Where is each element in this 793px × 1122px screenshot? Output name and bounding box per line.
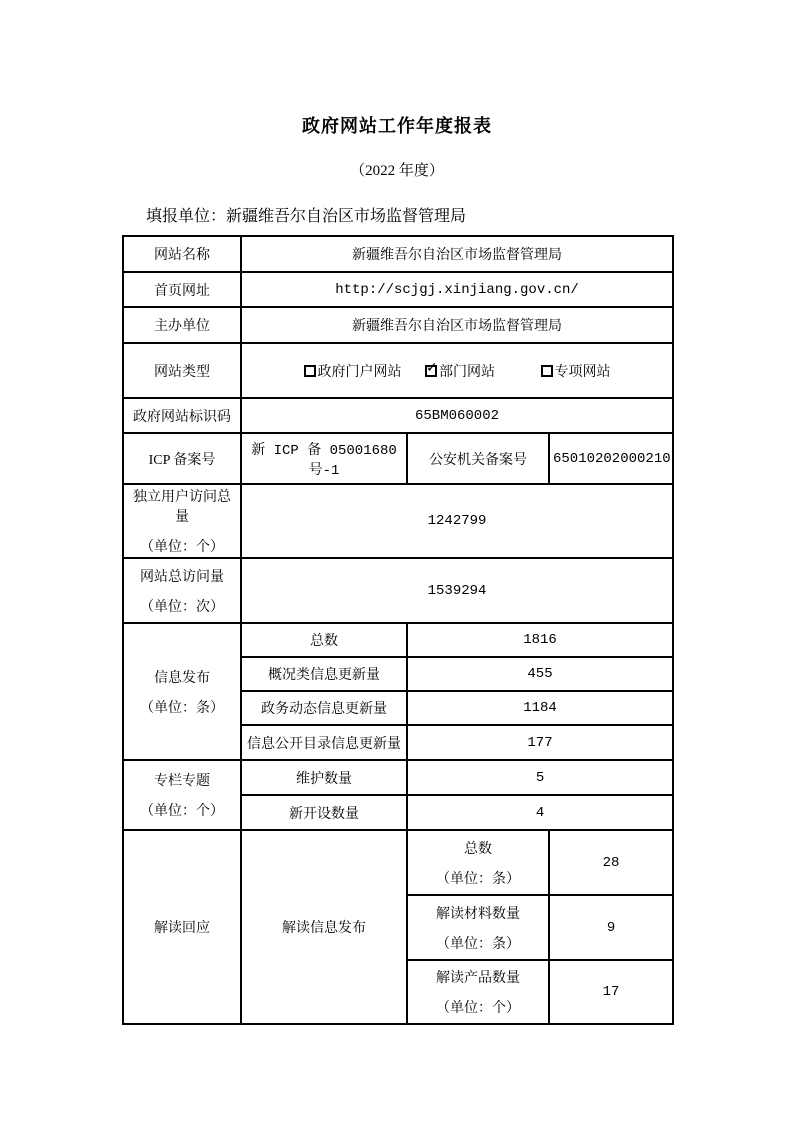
interpretation-row-value: 9	[549, 895, 673, 960]
special-columns-label-text: 专栏专题	[154, 774, 210, 789]
report-table	[122, 235, 674, 1025]
unique-visitors-label-text: 独立用户访问总量	[133, 490, 231, 525]
site-type-label: 网站类型	[123, 343, 241, 398]
sponsor-label: 主办单位	[123, 307, 241, 343]
info-publish-row-label: 总数	[241, 623, 407, 657]
checkbox-government-portal-icon[interactable]	[304, 365, 316, 377]
site-name-label: 网站名称	[123, 236, 241, 272]
option-department-site	[425, 361, 495, 381]
site-name-value: 新疆维吾尔自治区市场监督管理局	[241, 236, 673, 272]
interpretation-row-label-text: 解读材料数量	[436, 906, 520, 922]
special-columns-label	[123, 760, 241, 830]
special-columns-unit: （单位：个）	[140, 804, 224, 819]
interpretation-row-value: 17	[549, 960, 673, 1024]
icp-label: ICP 备案号	[123, 433, 241, 484]
interpretation-row-label-text: 解读产品数量	[436, 971, 520, 986]
row-home-url	[123, 272, 673, 307]
home-url-value: http://scjgj.xinjiang.gov.cn/	[241, 272, 673, 307]
document-title: 政府网站工作年度报表	[302, 116, 492, 136]
info-publish-row-value: 455	[407, 657, 673, 691]
option-special-site-label: 专项网站	[554, 364, 611, 380]
unique-visitors-value: 1242799	[241, 484, 673, 558]
option-government-portal-label: 政府门户网站	[317, 364, 402, 380]
total-visits-label	[123, 558, 241, 623]
special-columns-row-value: 5	[407, 760, 673, 795]
unique-visitors-label	[123, 484, 241, 558]
option-government-portal	[304, 361, 402, 381]
document-subtitle: （2022 年度）	[350, 163, 444, 179]
police-record-value: 65010202000210	[549, 433, 673, 484]
row-info-publish-total	[123, 623, 673, 657]
special-columns-row-label: 维护数量	[241, 760, 407, 795]
row-site-name	[123, 236, 673, 272]
reporting-unit-label: 填报单位：	[146, 208, 227, 225]
interpretation-row-unit: （单位：个）	[436, 1001, 520, 1016]
special-columns-row-label: 新开设数量	[241, 795, 407, 830]
info-publish-label-text: 信息发布	[154, 670, 210, 686]
row-icp	[123, 433, 673, 484]
reporting-unit-value: 新疆维吾尔自治区市场监督管理局	[226, 208, 467, 225]
info-publish-row-value: 1184	[407, 691, 673, 725]
interpretation-row-label	[407, 830, 549, 895]
total-visits-label-text: 网站总访问量	[140, 569, 224, 585]
total-visits-value: 1539294	[241, 558, 673, 623]
interpretation-row-label	[407, 895, 549, 960]
row-site-code	[123, 398, 673, 433]
total-visits-unit: （单位：次）	[140, 599, 224, 615]
interpretation-row-label-text: 总数	[464, 841, 492, 857]
row-sponsor	[123, 307, 673, 343]
row-total-visits	[123, 558, 673, 623]
interpretation-row-unit: （单位：条）	[436, 871, 520, 887]
row-interpretation-total	[123, 830, 673, 895]
reporting-unit-line	[122, 203, 672, 226]
interpretation-row-label	[407, 960, 549, 1024]
row-site-type	[123, 343, 673, 398]
site-code-value: 65BM060002	[241, 398, 673, 433]
checkbox-department-site-icon[interactable]	[425, 365, 437, 377]
police-record-label: 公安机关备案号	[407, 433, 549, 484]
checkbox-special-site-icon[interactable]	[541, 365, 553, 377]
site-code-label: 政府网站标识码	[123, 398, 241, 433]
icp-value: 新 ICP 备 05001680 号-1	[241, 433, 407, 484]
interpretation-label: 解读回应	[123, 830, 241, 1024]
info-publish-row-label: 概况类信息更新量	[241, 657, 407, 691]
document-page	[122, 0, 672, 1025]
info-publish-unit: （单位：条）	[140, 700, 224, 716]
info-publish-label	[123, 623, 241, 760]
info-publish-row-label: 政务动态信息更新量	[241, 691, 407, 725]
option-department-site-label: 部门网站	[439, 364, 496, 380]
unique-visitors-unit: （单位：个）	[140, 540, 224, 555]
row-special-columns-maintained	[123, 760, 673, 795]
site-type-options	[241, 343, 673, 398]
option-special-site	[541, 361, 611, 381]
sponsor-value: 新疆维吾尔自治区市场监督管理局	[241, 307, 673, 343]
interpretation-row-value: 28	[549, 830, 673, 895]
home-url-label: 首页网址	[123, 272, 241, 307]
interpretation-publish-label: 解读信息发布	[241, 830, 407, 1024]
row-unique-visitors	[123, 484, 673, 558]
info-publish-row-label: 信息公开目录信息更新量	[241, 725, 407, 760]
interpretation-row-unit: （单位：条）	[436, 936, 520, 952]
info-publish-row-value: 1816	[407, 623, 673, 657]
special-columns-row-value: 4	[407, 795, 673, 830]
info-publish-row-value: 177	[407, 725, 673, 760]
